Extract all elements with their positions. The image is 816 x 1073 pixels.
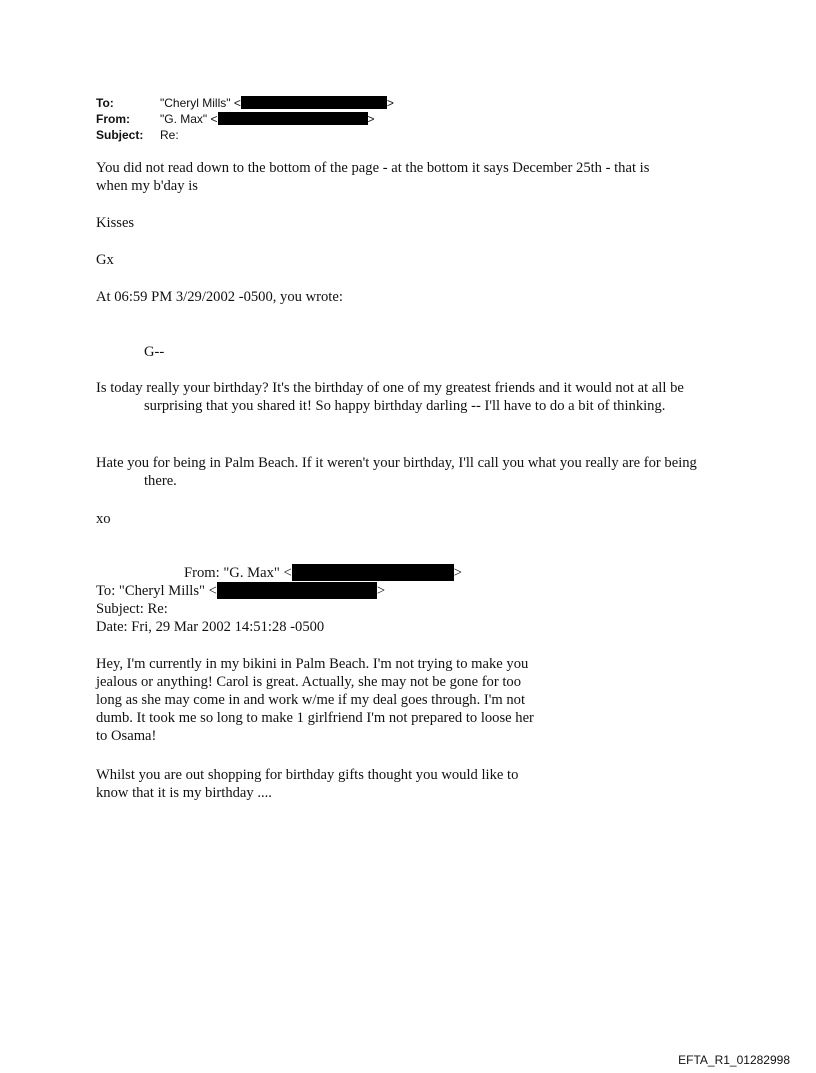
header-from-suffix: > xyxy=(367,112,375,126)
header-to-row xyxy=(96,96,394,110)
nested-subject: Subject: Re: xyxy=(96,601,168,617)
quoted-paragraph-2: Hate you for being in Palm Beach. If it weren't your birthday, I'll call you what you really are for being there. xyxy=(96,455,697,489)
header-to-label: To: xyxy=(96,96,114,110)
nested-body-line-7: know that it is my birthday .... xyxy=(96,785,272,801)
header-from-label: From: xyxy=(96,112,130,126)
quote-attribution: At 06:59 PM 3/29/2002 -0500, you wrote: xyxy=(96,289,343,305)
nested-body-line-4: dumb. It took me so long to make 1 girlfriend I'm not prepared to loose her xyxy=(96,710,534,726)
nested-from-suffix: > xyxy=(453,565,462,581)
header-from-value: "G. Max" < xyxy=(160,112,218,126)
redaction-box xyxy=(292,564,454,581)
nested-date: Date: Fri, 29 Mar 2002 14:51:28 -0500 xyxy=(96,619,325,635)
quoted-paragraph-1: Is today really your birthday? It's the birthday of one of my greatest friends and it would not at all be surprising that you shared it! So happy birthday darling -- I'll have to do a bit of thinking. xyxy=(96,380,684,414)
header-to-suffix: > xyxy=(386,96,394,110)
nested-from-value: From: "G. Max" < xyxy=(184,565,292,581)
nested-body-line-6: Whilst you are out shopping for birthday gifts thought you would like to xyxy=(96,767,519,783)
redaction-box xyxy=(217,582,377,599)
body-signature: Gx xyxy=(96,252,114,268)
header-subject-value: Re: xyxy=(160,128,179,142)
nested-from-row xyxy=(184,564,462,582)
nested-body-line-5: to Osama! xyxy=(96,728,157,744)
quoted-greeting: G-- xyxy=(144,344,165,360)
body-kisses: Kisses xyxy=(96,215,135,231)
header-from-row xyxy=(96,112,375,126)
nested-to-value: To: "Cheryl Mills" < xyxy=(96,583,217,599)
document-id: EFTA_R1_01282998 xyxy=(678,1053,790,1067)
nested-to-suffix: > xyxy=(376,583,386,599)
redaction-box xyxy=(241,96,387,109)
body-line-1: You did not read down to the bottom of the page - at the bottom it says December 25th - that is xyxy=(96,160,650,176)
header-to-value: "Cheryl Mills" < xyxy=(160,96,241,110)
header-subject-label: Subject: xyxy=(96,128,144,142)
nested-body-line-1: Hey, I'm currently in my bikini in Palm Beach. I'm not trying to make you xyxy=(96,656,529,672)
quoted-xo: xo xyxy=(96,511,111,527)
redaction-box xyxy=(218,112,368,125)
nested-body-line-3: long as she may come in and work w/me if my deal goes through. I'm not xyxy=(96,692,526,708)
header-subject-row xyxy=(96,128,179,142)
body-line-2: when my b'day is xyxy=(96,178,198,194)
nested-body-line-2: jealous or anything! Carol is great. Actually, she may not be gone for too xyxy=(96,674,522,690)
nested-to-row xyxy=(96,582,385,600)
